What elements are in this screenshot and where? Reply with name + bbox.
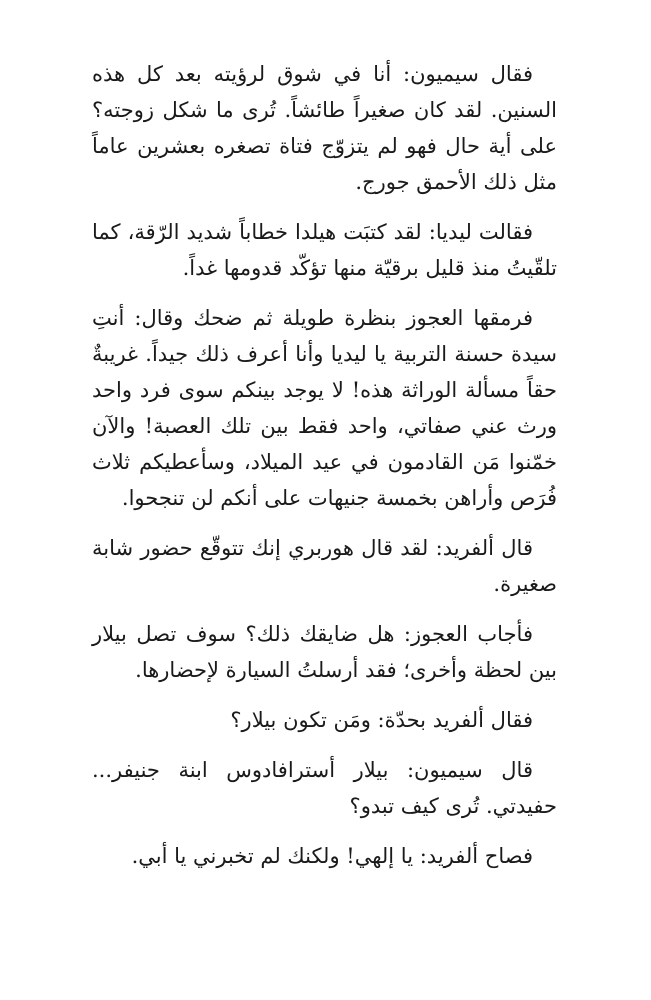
paragraph-old-man-answers: فأجاب العجوز: هل ضايقك ذلك؟ سوف تصل بيلار بين لحظة وأخرى؛ فقد أرسلتُ السيارة لإحضارها. [92,622,557,682]
paragraph-alfred-sharply: فقال ألفريد بحدّة: ومَن تكون بيلار؟ [230,708,533,732]
paragraph-alfred-horbury: قال ألفريد: لقد قال هوربري إنك تتوقّع حضور شابة صغيرة. [92,536,557,596]
paragraph-old-man-laughs: فرمقها العجوز بنظرة طويلة ثم ضحك وقال: أنتِ سيدة حسنة التربية يا ليديا وأنا أعرف ذلك جيداً. غريبةٌ حقاً مسألة الوراثة هذه! لا يوجد بينكم سوى فرد واحد ورث عني صفاتي، واحد فقط بين تلك العصبة! والآن خمّنوا مَن القادمون في عيد الميلاد، وسأعطيكم ثلاث فُرَص وأراهن بخمسة جنيهات على أنكم لن تنجحوا. [92,306,557,510]
paragraph-alfred-exclaims: فصاح ألفريد: يا إلهي! ولكنك لم تخبرني يا أبي. [131,844,533,868]
paragraph-lydia-letter: فقالت ليديا: لقد كتبَت هيلدا خطاباً شديد الرّقة، كما تلقّيتُ منذ قليل برقيّة منها تؤكّد قدومها غداً. [92,220,557,280]
paragraph-simeon-pilar: قال سيميون: بيلار أسترافادوس ابنة جنيفر... حفيدتي. تُرى كيف تبدو؟ [92,758,557,818]
page-text [92,56,557,874]
paragraph-simeon-longing: فقال سيميون: أنا في شوق لرؤيته بعد كل هذه السنين. لقد كان صغيراً طائشاً. تُرى ما شكل زوجته؟ على أية حال فهو لم يتزوّج فتاة تصغره بعشرين عاماً مثل ذلك الأحمق جورج. [92,62,557,194]
